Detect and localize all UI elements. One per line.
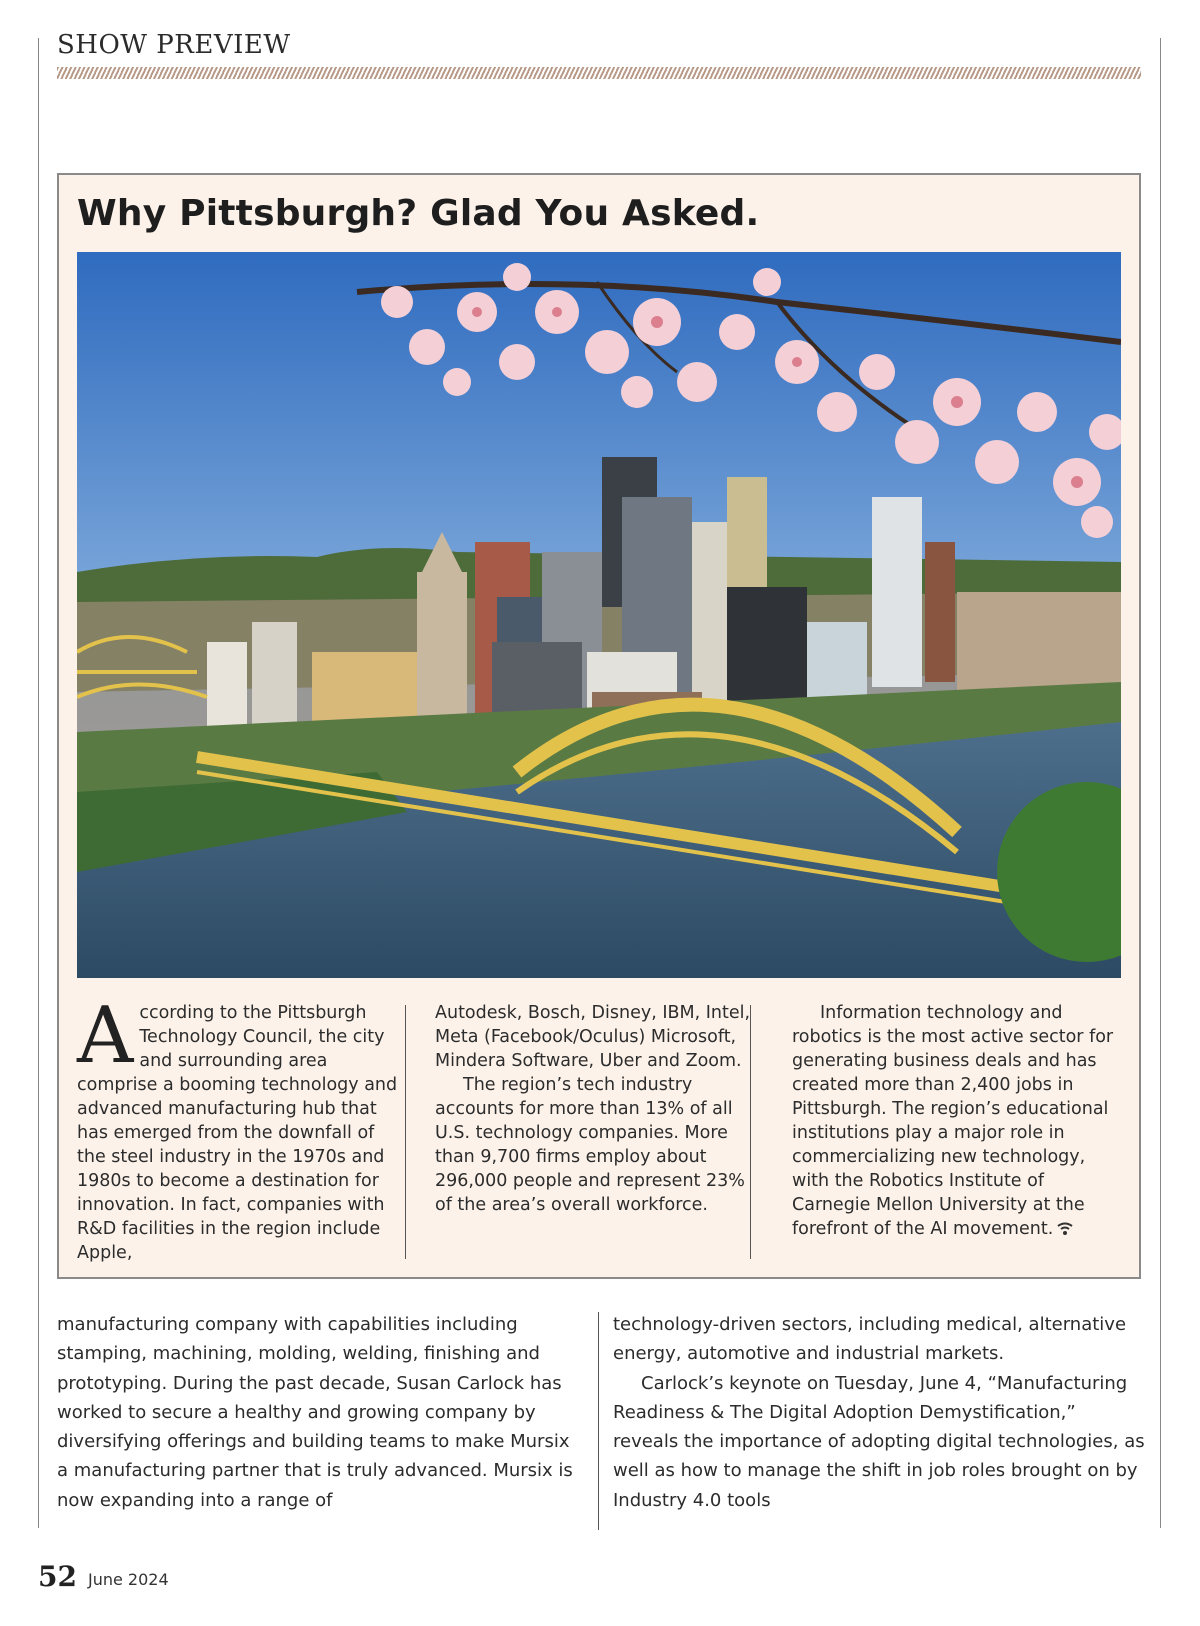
sidebar-col1-text: ccording to the Pittsburgh Technology Council, the city and surrounding area comprise a booming technology and advanced manufacturing hub that has emerged from the downfall of the steel industry in the 1970s and 1980s to become a destination for innovation. In fact, companies with R&D facilities in the region include Apple,: [77, 1003, 398, 1263]
body-col2-p1: technology-driven sectors, including medical, alternative energy, automotive and industrial markets.: [613, 1314, 1127, 1365]
drop-cap: A: [77, 991, 134, 1081]
page-number: 52: [38, 1560, 77, 1593]
column-rule: [750, 1005, 751, 1259]
page-rule-left: [38, 38, 39, 1528]
decorative-hatch-rule: [57, 67, 1141, 79]
section-title: SHOW PREVIEW: [57, 30, 291, 60]
column-rule: [598, 1312, 599, 1530]
pittsburgh-skyline-photo: [77, 252, 1121, 978]
body-col2-p2: Carlock’s keynote on Tuesday, June 4, “Manufacturing Readiness & The Digital Adoption Demystification,” reveals the importance of adopting digital technologies, as well as how to manage the shift in job roles brought on by Industry 4.0 tools: [613, 1372, 1145, 1511]
sidebar-col3-p1: Information technology and robotics is the most active sector for generating business deals and has created more than 2,400 jobs in Pittsburgh. The region’s educational institutions play a major role in commercializing new technology, with the Robotics Institute of Carnegie Mellon University at the forefront of the AI movement.: [792, 1003, 1114, 1239]
end-mark-icon: [1057, 1222, 1073, 1236]
body-col1-text: manufacturing company with capabilities including stamping, machining, molding, welding, finishing and prototyping. During the past decade, Susan Carlock has worked to secure a healthy and growing company by diversifying offerings and building teams to make Mursix a manufacturing partner that is truly advanced. Mursix is now expanding into a range of: [57, 1314, 573, 1511]
sidebar-column-3: [792, 1001, 1127, 1241]
sidebar-col2-p2: The region’s tech industry accounts for more than 13% of all U.S. technology companies. More than 9,700 firms employ about 296,000 people and represent 23% of the area’s overall workforce.: [435, 1075, 745, 1215]
page-rule-right: [1160, 38, 1161, 1528]
sidebar-column-1: [77, 991, 407, 1265]
sidebar-column-2: [435, 1001, 765, 1217]
sidebar-box: [57, 173, 1141, 1279]
issue-date: June 2024: [88, 1570, 169, 1589]
body-column-1: [57, 1310, 577, 1515]
sidebar-title: Why Pittsburgh? Glad You Asked.: [77, 193, 760, 234]
column-rule: [405, 1005, 406, 1259]
body-column-2: [613, 1310, 1145, 1515]
sidebar-col2-p1: Autodesk, Bosch, Disney, IBM, Intel, Meta (Facebook/Oculus) Microsoft, Mindera Software, Uber and Zoom.: [435, 1003, 751, 1071]
